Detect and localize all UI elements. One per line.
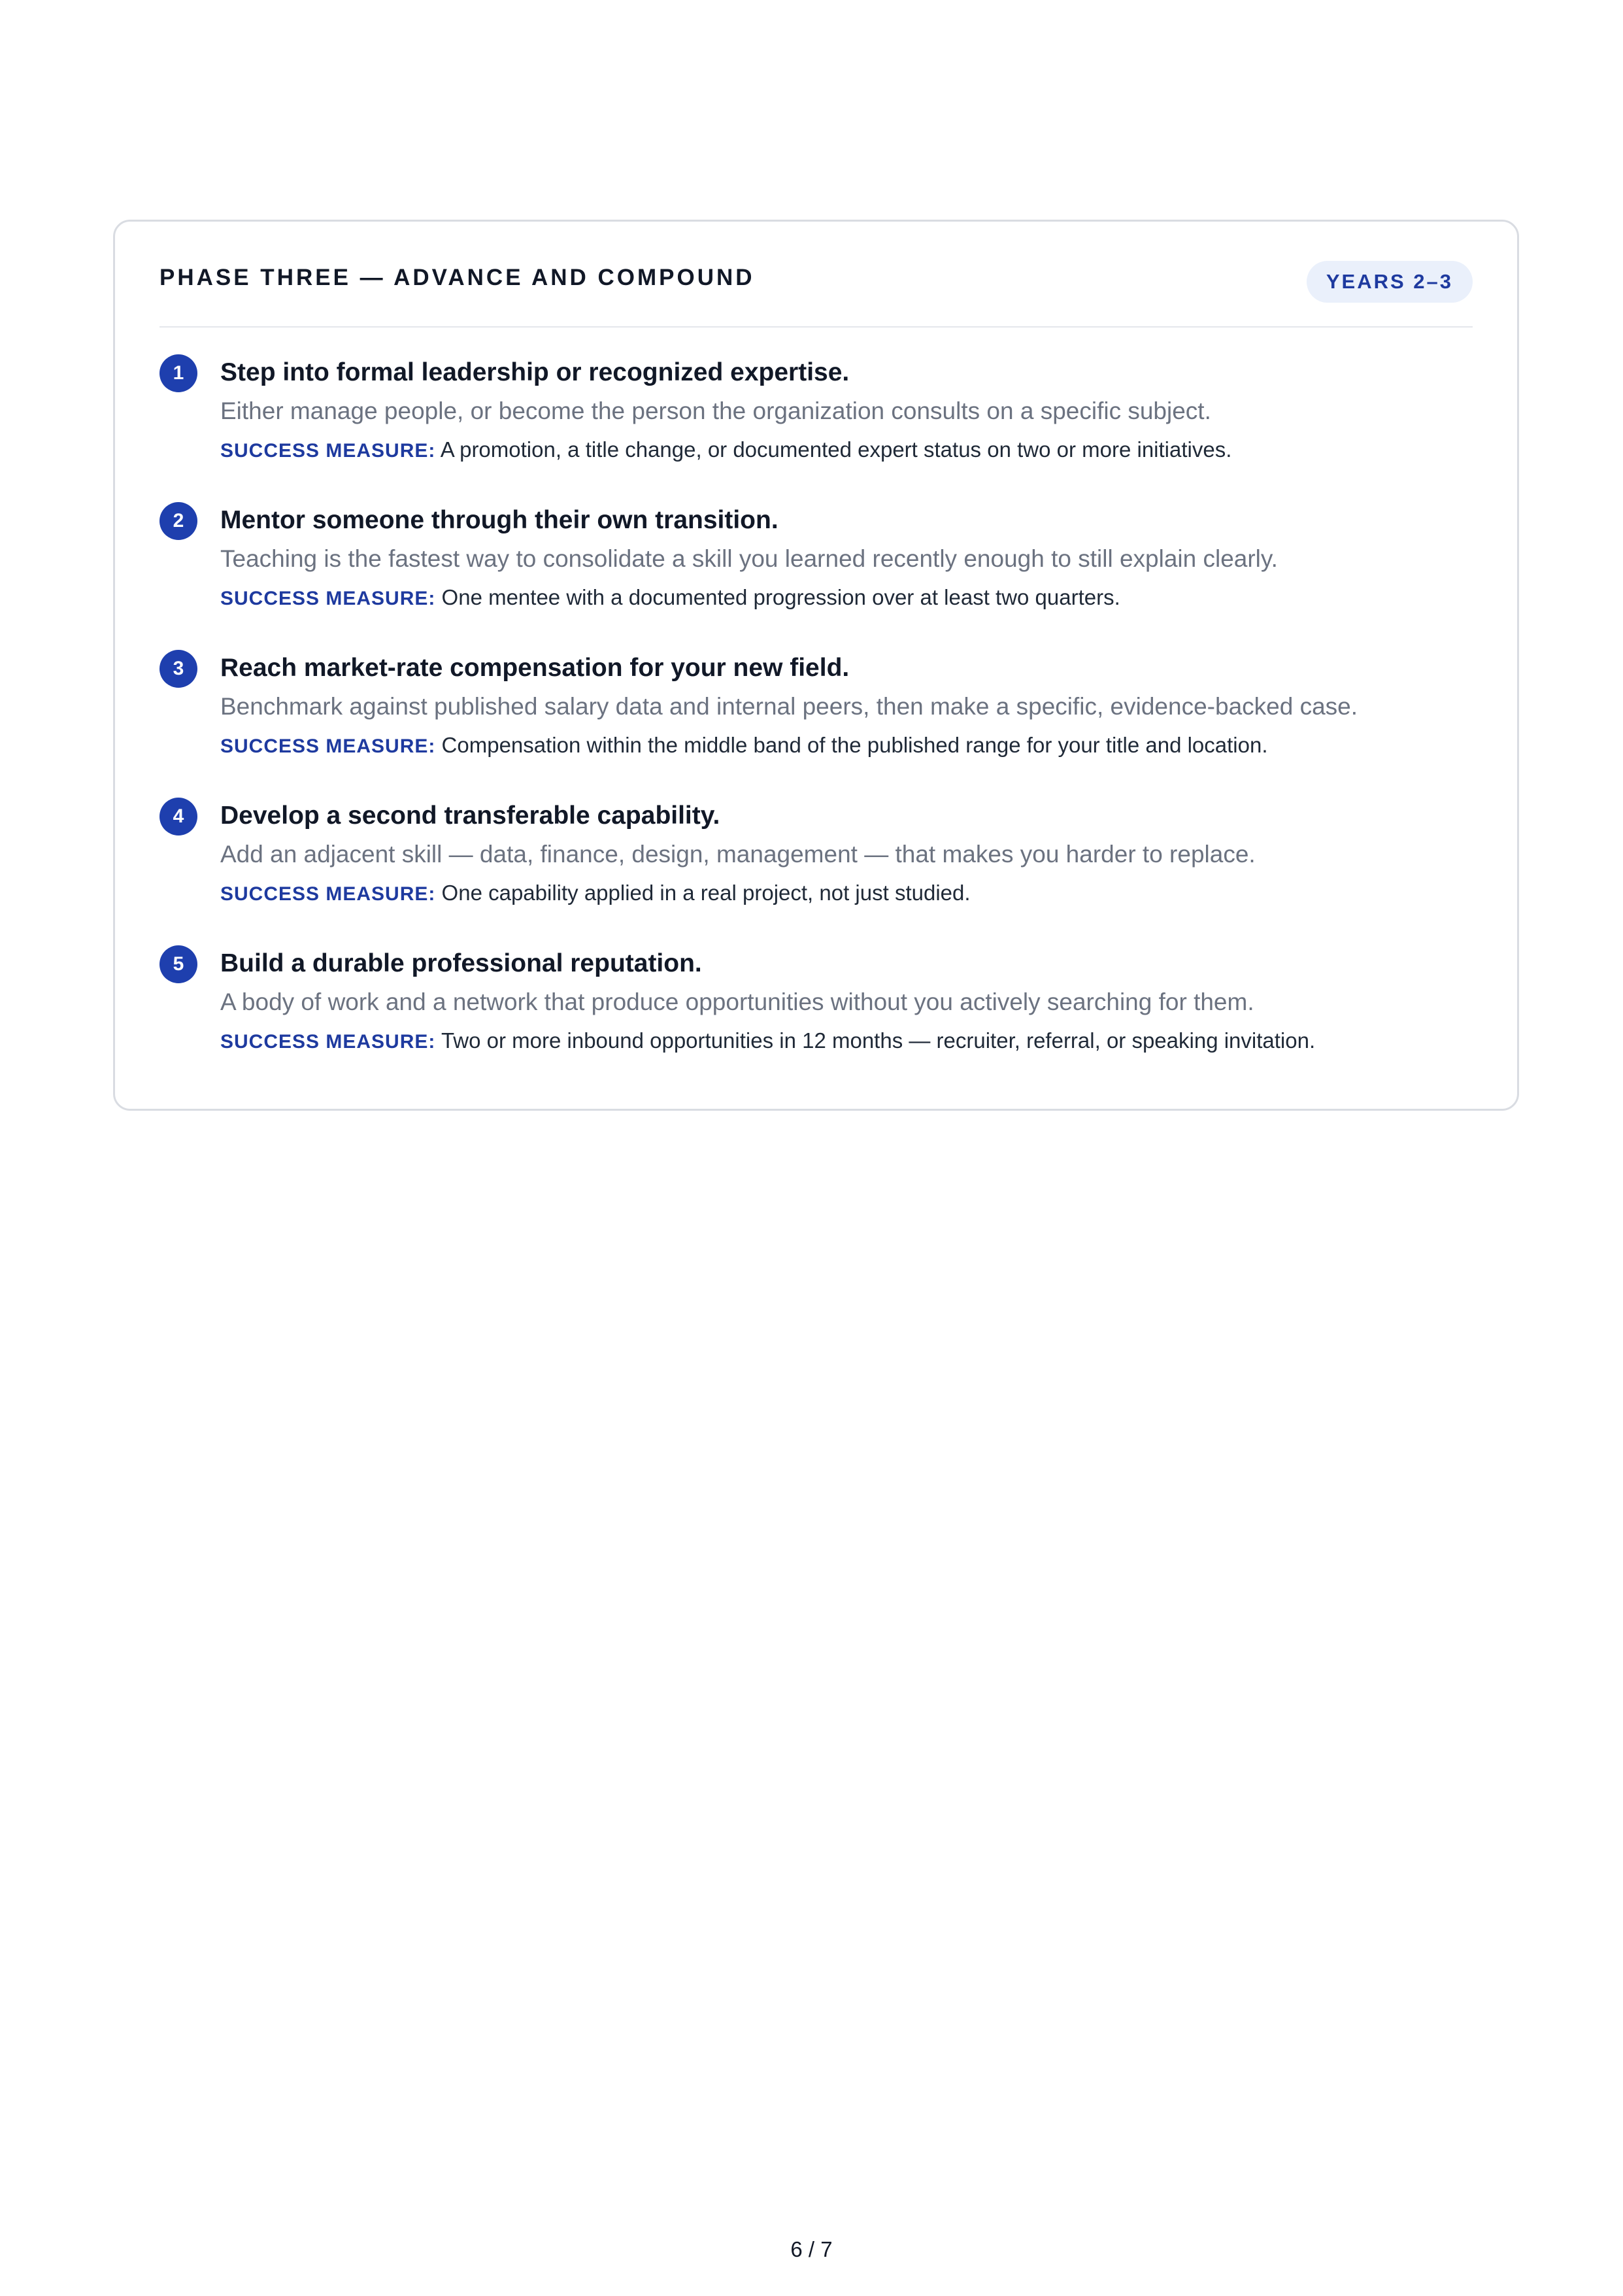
- phase-title: PHASE THREE — ADVANCE AND COMPOUND: [159, 265, 755, 290]
- step-description: Teaching is the fastest way to consolidate a skill you learned recently enough to still explain clearly.: [220, 545, 1278, 572]
- success-measure-text: One capability applied in a real project, not just studied.: [441, 881, 971, 905]
- success-measure: [220, 435, 1473, 465]
- success-measure-text: One mentee with a documented progression over at least two quarters.: [441, 585, 1120, 609]
- success-measure: [220, 1026, 1473, 1056]
- step-description: Add an adjacent skill — data, finance, design, management — that makes you harder to replace.: [220, 841, 1256, 868]
- success-measure-text: Compensation within the middle band of the published range for your title and location.: [441, 733, 1268, 757]
- step-description: Benchmark against published salary data and internal peers, then make a specific, evidence-backed case.: [220, 693, 1358, 720]
- step-description: Either manage people, or become the person the organization consults on a specific subject.: [220, 397, 1211, 424]
- success-measure-label: SUCCESS MEASURE:: [220, 1031, 436, 1053]
- step-number-badge: 4: [159, 798, 197, 836]
- step-title: Mentor someone through their own transition.: [220, 506, 778, 534]
- page-number: 6 / 7: [790, 2237, 833, 2261]
- success-measure: [220, 583, 1473, 613]
- step-title: Develop a second transferable capability.: [220, 802, 720, 830]
- step-title: Step into formal leadership or recognized expertise.: [220, 358, 850, 386]
- success-measure-label: SUCCESS MEASURE:: [220, 588, 436, 609]
- success-measure-label: SUCCESS MEASURE:: [220, 440, 436, 462]
- step-number-badge: 1: [159, 354, 197, 392]
- step-number-badge: 5: [159, 945, 197, 983]
- success-measure-text: Two or more inbound opportunities in 12 months — recruiter, referral, or speaking invitation.: [441, 1028, 1316, 1053]
- success-measure-label: SUCCESS MEASURE:: [220, 735, 436, 757]
- step-number-badge: 2: [159, 502, 197, 540]
- success-measure: [220, 731, 1473, 761]
- step-body: [220, 947, 1473, 1056]
- success-measure-label: SUCCESS MEASURE:: [220, 883, 436, 905]
- step-body: [220, 651, 1473, 761]
- step-title: Reach market-rate compensation for your new field.: [220, 654, 850, 682]
- step-body: [220, 503, 1473, 613]
- success-measure-text: A promotion, a title change, or documented expert status on two or more initiatives.: [440, 437, 1232, 462]
- step-description: A body of work and a network that produce opportunities without you actively searching for them.: [220, 988, 1254, 1015]
- step-number-badge: 3: [159, 650, 197, 688]
- phase-header: [159, 261, 1473, 328]
- success-measure: [220, 879, 1473, 909]
- step-title: Build a durable professional reputation.: [220, 949, 702, 977]
- phase-card: [113, 220, 1519, 1111]
- years-badge: YEARS 2–3: [1307, 261, 1473, 303]
- step-body: [220, 799, 1473, 909]
- step-body: [220, 356, 1473, 465]
